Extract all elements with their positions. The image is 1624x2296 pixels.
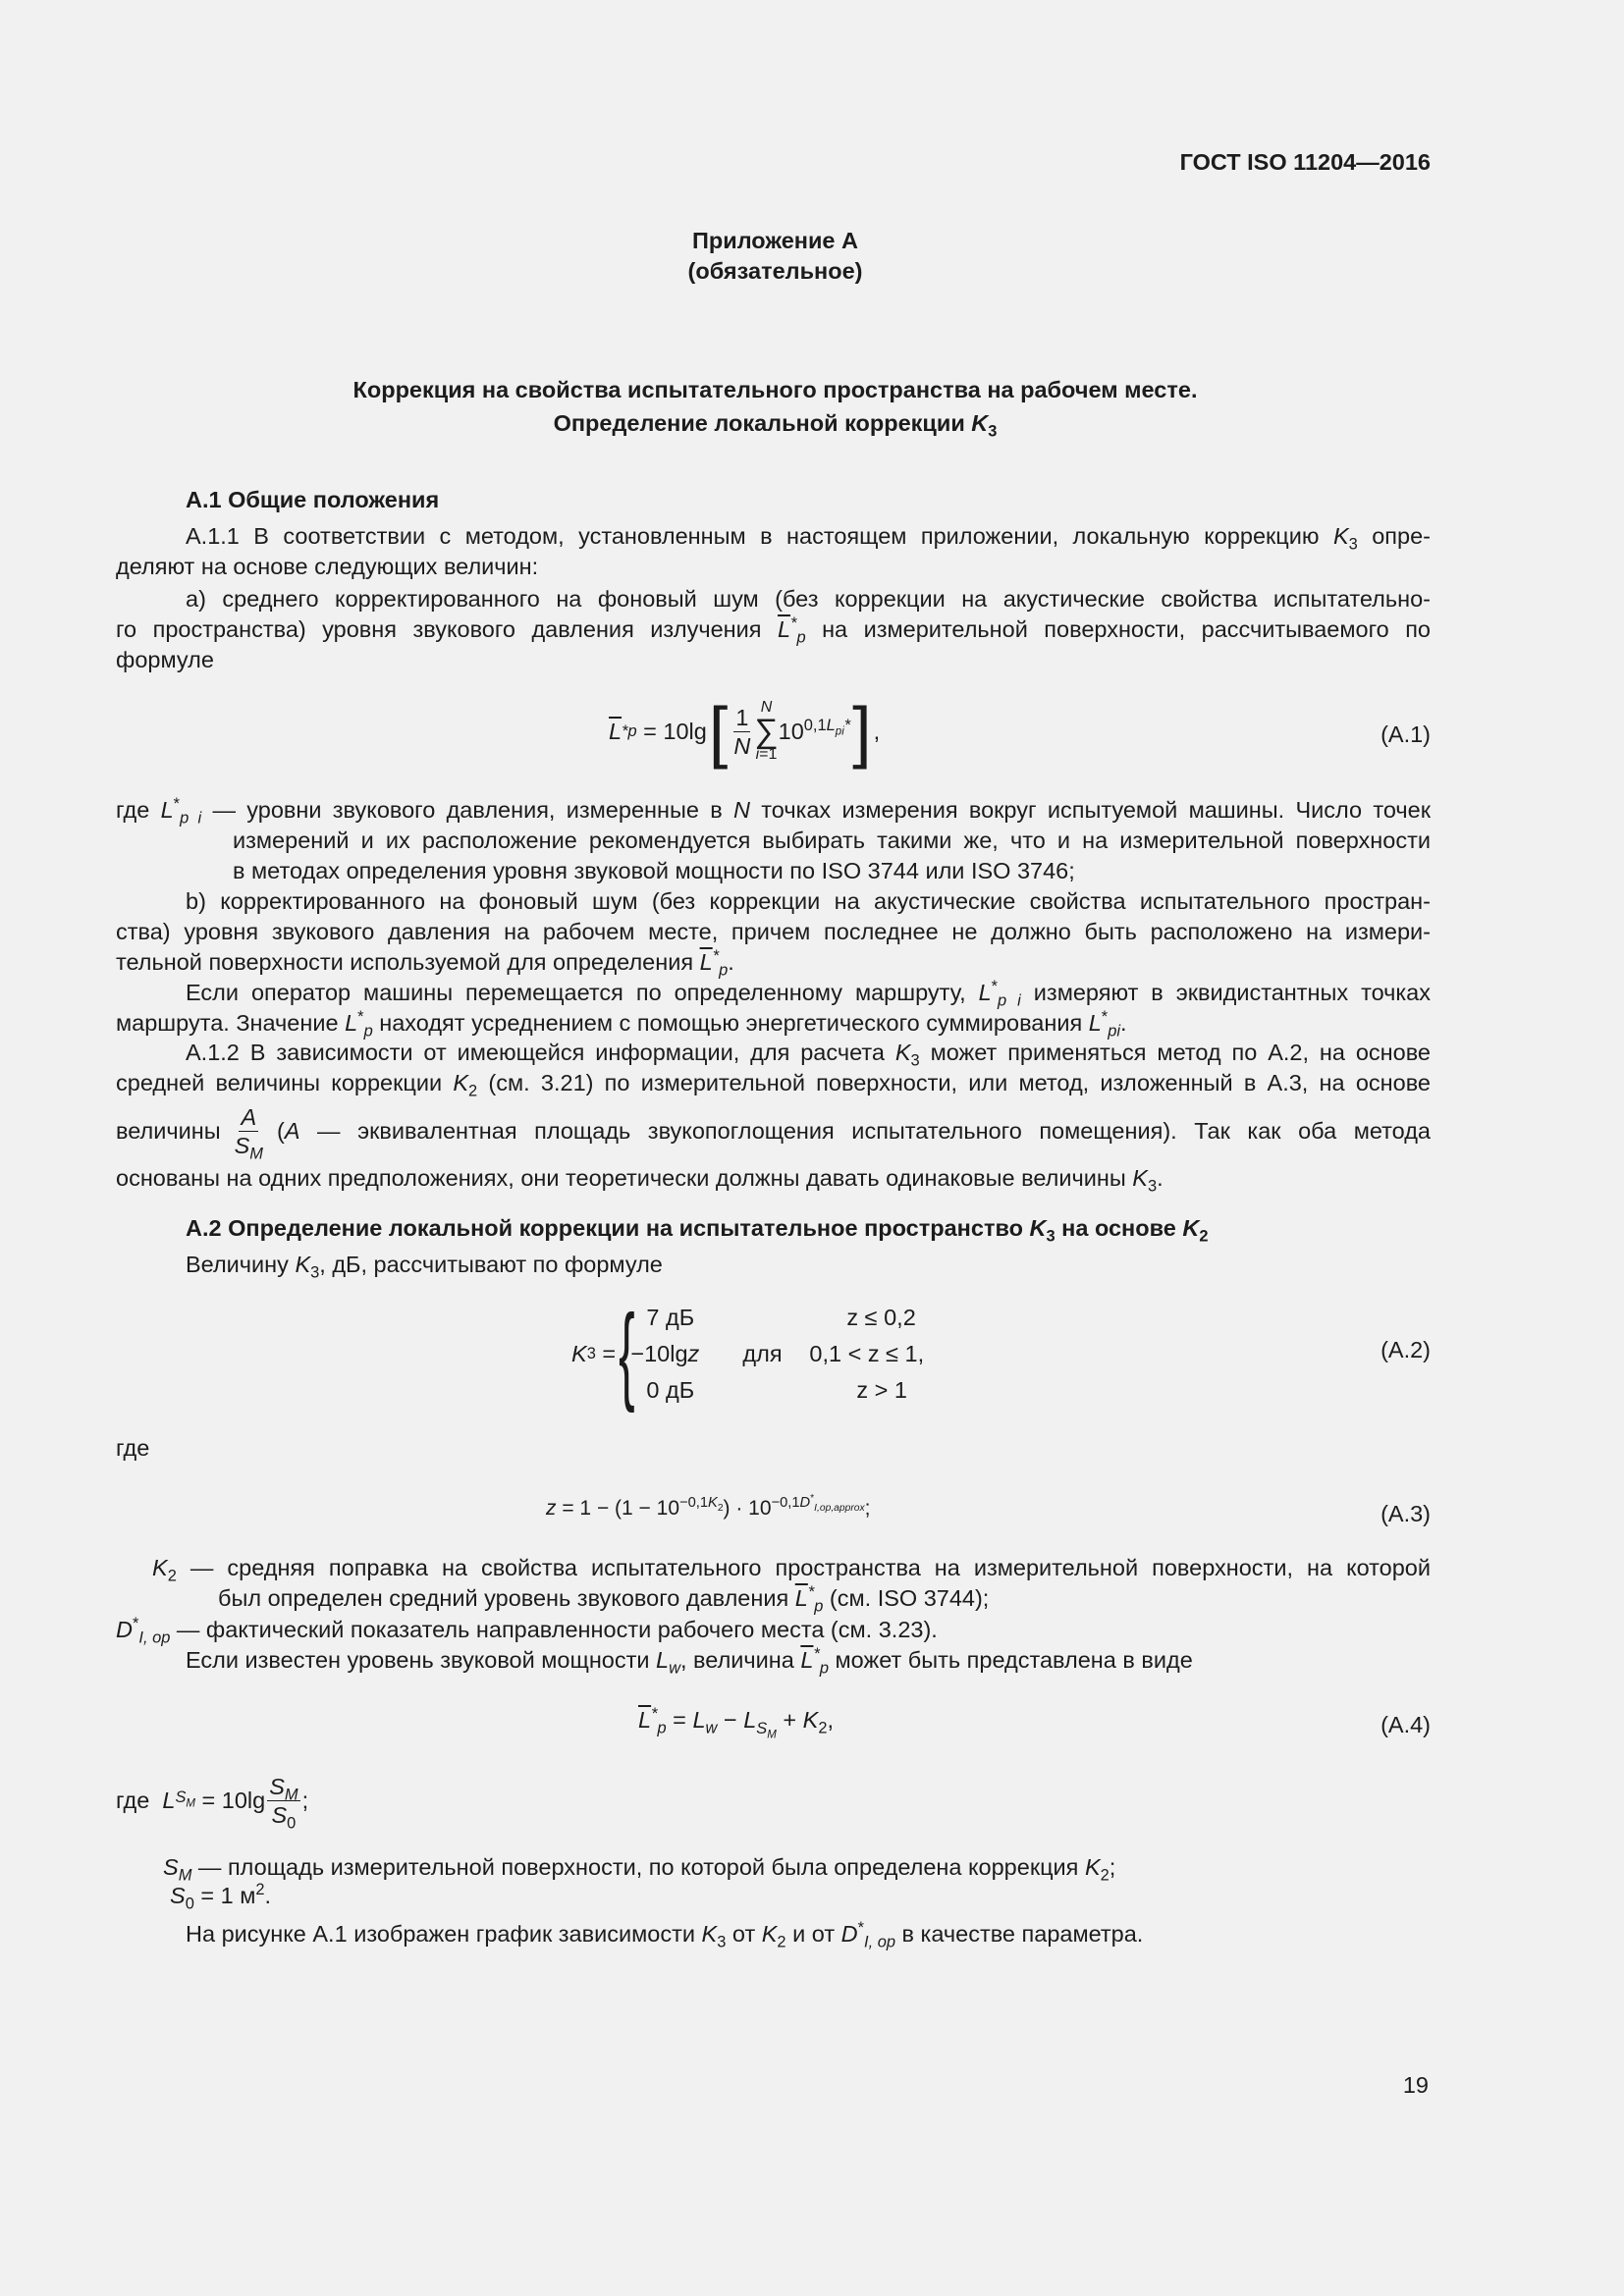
where-lsm: где L $S_M$ = 10lg $\frac{S_M}{S_0}$ ; — [116, 1774, 309, 1833]
appendix-status: (обязательное) — [687, 258, 863, 284]
section-a2-heading: А.2 Определение локальной коррекции на испытательное пространство $K_3$ на основе $K_2$ — [186, 1215, 1209, 1246]
where-lpi-definition: где $L^*_{p i}$ — уровни звукового давления, измеренные в N точках измерения вокруг испытуемой машины. Число точек измерений и их расположение рекомендуется выбирать такими же, что и на измерительной поверхности в методах определения уровня звуковой мощности по ISO 3744 или ISO 3746; — [116, 795, 1431, 883]
equation-a3-number: (А.3) — [1380, 1501, 1431, 1526]
equation-a2-number: (А.2) — [1380, 1337, 1431, 1362]
eq-a2-cond2: 0,1 < z ≤ 1, — [809, 1340, 925, 1366]
paragraph-a1-1-a: а) среднего корректированного на фоновый шум (без коррекции на акустические свойства испытательно- го пространства) уровня звукового давления излучения $\overline{L}^*_p$ на измерительной поверхности, рассчитываемого по формуле — [116, 586, 1431, 672]
eq-a2-case1: 7 дБ — [646, 1304, 695, 1330]
paragraph-a2-intro: Величину $K_3$, дБ, рассчитывают по формуле — [186, 1252, 663, 1282]
paragraph-a1-2: А.1.2 В зависимости от имеющейся информации, для расчета $K_3$ может применяться метод по А.2, на основе средней величины коррекции $K_2$ (см. 3.21) по измерительной поверхности, или метод, изложенный в А.3, на основе величины $\frac{A}{S_M}$ (A — эквивалентная площадь звукопоглощения испытательного помещения). Так как оба метода основаны на одних предположениях, они теоретически должны давать одинаковые величины $K_3$. — [116, 1040, 1431, 1196]
equation-a4-number: (А.4) — [1380, 1712, 1431, 1737]
d-definition: $D^*_{I, op}$ — фактический показатель направленности рабочего места (см. 3.23). — [116, 1615, 938, 1647]
paragraph-a1-1-b: b) корректированного на фоновый шум (без коррекции на акустические свойства испытательного простран- ства) уровня звукового давления на рабочем месте, причем последнее не должно быть расположено на измери- тельной поверхности используемой для определения $\overline{L}^*_p$. — [116, 888, 1431, 980]
appendix-title: Приложение А — [692, 228, 858, 253]
eq-a2-for: для — [742, 1340, 783, 1366]
main-title-line2: Определение локальной коррекции $K_3$ — [553, 410, 998, 441]
equation-a3: $z = 1 - (1 - 10^{-0,1K_2}) \cdot 10^{-0,1D^*_{I,op,approx}}$; — [546, 1493, 871, 1520]
figure-reference: На рисунке А.1 изображен график зависимости $K_3$ от $K_2$ и от $D^*_{I, op}$ в качестве параметра. — [186, 1919, 1144, 1951]
eq-a2-case3: 0 дБ — [646, 1376, 695, 1403]
equation-a1-number: (А.1) — [1380, 721, 1431, 747]
k2-definition: $K_2$ — средняя поправка на свойства испытательного пространства на измерительной поверхности, на которой был определен средний уровень звукового давления $\overline{L}^*_p$ (см. ISO 3744); — [152, 1555, 1431, 1616]
where-label: где — [116, 1435, 150, 1461]
sm-definition: $S_M$ — площадь измерительной поверхности, по которой была определена коррекция $K_2$; — [163, 1854, 1116, 1885]
equation-a2: K 3 = { 7 дБ z ≤ 0,2 −10lgz для 0,1 < z ≤ 1, 0 дБ z > 1 — [571, 1298, 935, 1410]
s0-definition: $S_0 = 1$ $м^2$. — [170, 1881, 272, 1913]
equation-a1: $\overline{L}$ * p = 10lg [ $\frac{1}{N}$ N ∑ i=1 $10^{0,1L_{pi}*}$ ] , — [609, 693, 881, 770]
lw-intro: Если известен уровень звуковой мощности $L_w$, величина $\overline{L}^*_p$ может быть представлена в виде — [186, 1645, 1193, 1678]
paragraph-a1-1: А.1.1 В соответствии с методом, установленным в настоящем приложении, локальную коррекцию $K_3$ опре- деляют на основе следующих величин: — [116, 523, 1431, 579]
page-number: 19 — [1402, 2072, 1429, 2098]
eq-a2-cond3: z > 1 — [856, 1376, 907, 1403]
section-a1-heading: А.1 Общие положения — [186, 487, 440, 512]
eq-a2-cond1: z ≤ 0,2 — [846, 1304, 916, 1330]
eq-a2-case2: −10lgz — [630, 1340, 700, 1366]
paragraph-operator: Если оператор машины перемещается по определенному маршруту, $L^*_{p i}$ измеряют в эквидистантных точках маршрута. Значение $L^*_p$ находят усреднением с помощью энергетического суммирования $L^*_{pi}$. — [116, 978, 1431, 1041]
document-id: ГОСТ ISO 11204—2016 — [1179, 149, 1431, 175]
equation-a4: $\overline{L}^*_p = L_w - L_{S_M} + K_2$, — [638, 1705, 834, 1740]
main-title-line1: Коррекция на свойства испытательного пространства на рабочем месте. — [352, 377, 1198, 402]
